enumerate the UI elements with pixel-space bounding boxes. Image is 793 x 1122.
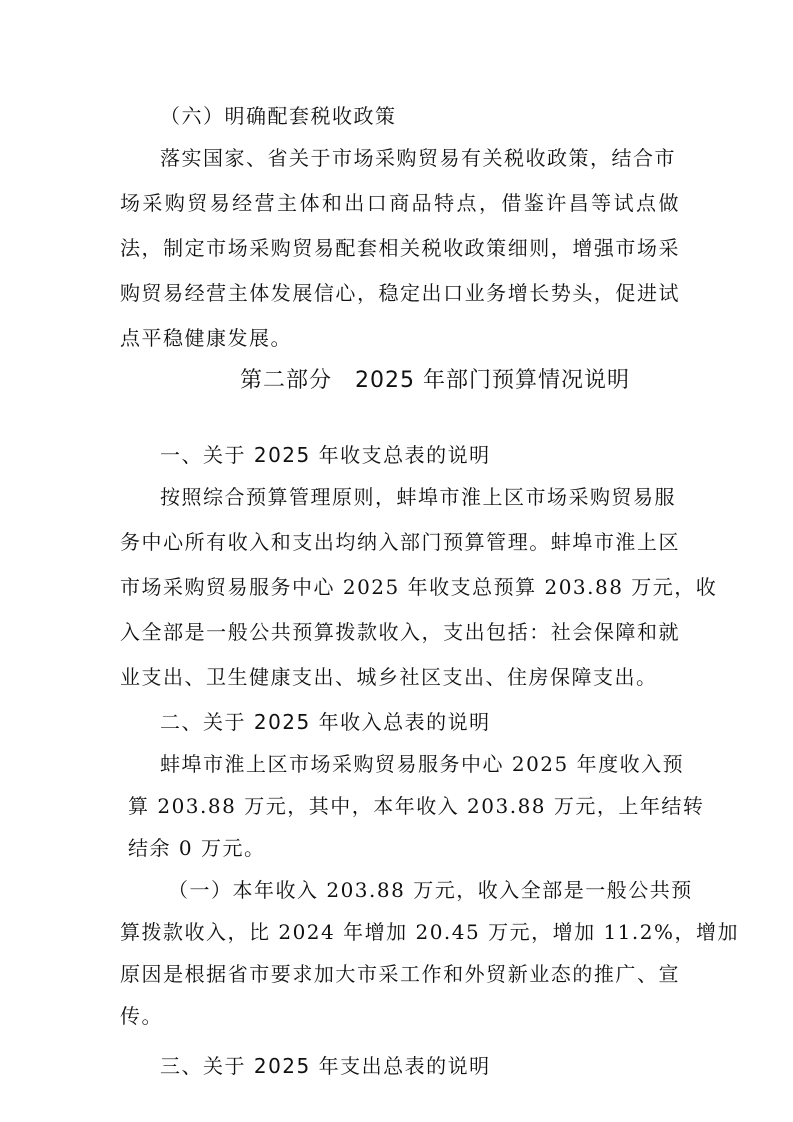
item-three-heading: 三、关于 2025 年支出总表的说明 [160,1054,491,1078]
item-two-heading: 二、关于 2025 年收入总表的说明 [160,710,491,734]
section-six-line-2: 场采购贸易经营主体和出口商品特点，借鉴许昌等试点做 [120,191,680,215]
item-one-line-5: 业支出、卫生健康支出、城乡社区支出、住房保障支出。 [120,665,658,689]
section-six-heading: （六）明确配套税收政策 [160,104,397,128]
item-two-sub-line-3: 原因是根据省市要求加大市采工作和外贸新业态的推广、宣 [120,962,680,986]
section-six-line-3: 法，制定市场采购贸易配套相关税收政策细则，增强市场采 [120,236,680,260]
item-one-line-3: 市场采购贸易服务中心 2025 年收支总预算 203.88 万元，收 [120,575,718,599]
section-six-line-4: 购贸易经营主体发展信心，稳定出口业务增长势头，促进试 [120,281,680,305]
item-two-line-3: 结余 0 万元。 [128,836,266,860]
section-six-line-5: 点平稳健康发展。 [120,326,292,350]
item-two-line-2: 算 203.88 万元，其中，本年收入 203.88 万元，上年结转 [128,794,705,818]
item-one-line-1: 按照综合预算管理原则，蚌埠市淮上区市场采购贸易服 [160,485,676,509]
item-two-line-1: 蚌埠市淮上区市场采购贸易服务中心 2025 年度收入预 [160,752,685,776]
item-two-sub-line-1: （一）本年收入 203.88 万元，收入全部是一般公共预 [168,878,693,902]
section-six-line-1: 落实国家、省关于市场采购贸易有关税收政策，结合市 [160,146,676,170]
item-two-sub-line-2: 算拨款收入，比 2024 年增加 20.45 万元，增加 11.2%，增加 [120,920,739,944]
part-two-title: 第二部分 2025 年部门预算情况说明 [240,368,630,393]
item-one-line-2: 务中心所有收入和支出均纳入部门预算管理。蚌埠市淮上区 [120,530,680,554]
item-one-heading: 一、关于 2025 年收支总表的说明 [160,443,491,467]
item-one-line-4: 入全部是一般公共预算拨款收入，支出包括：社会保障和就 [120,620,680,644]
item-two-sub-line-4: 传。 [120,1004,163,1028]
